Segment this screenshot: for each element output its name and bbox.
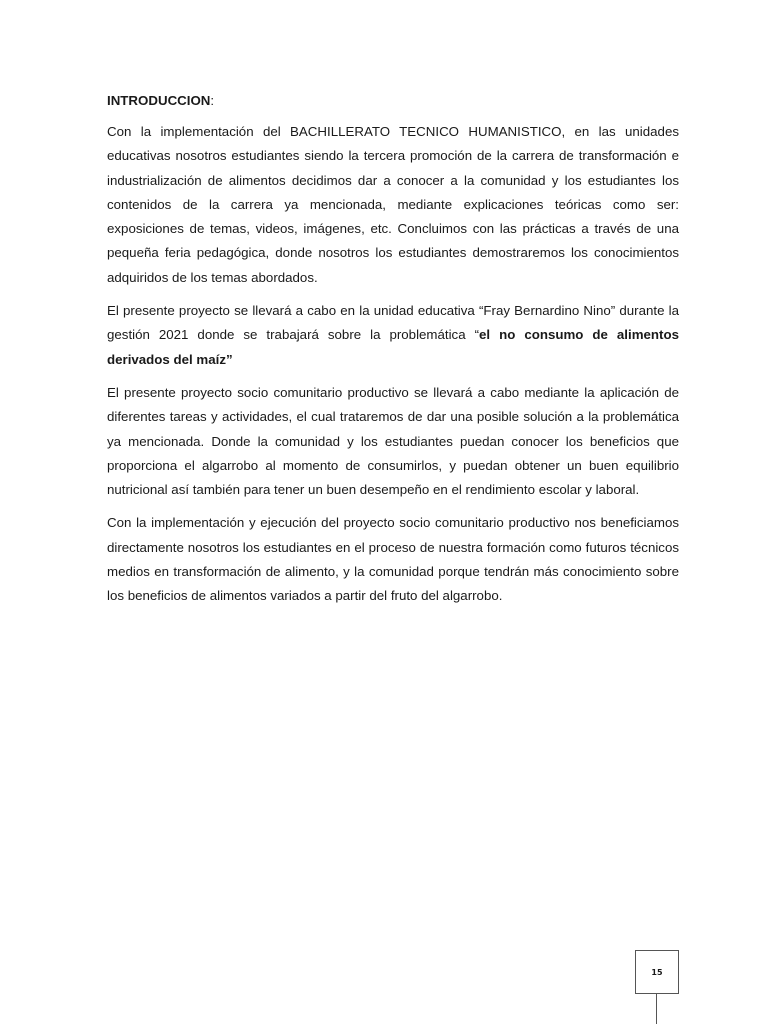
section-heading	[107, 91, 679, 111]
page-number: 15	[635, 950, 679, 994]
heading-text: INTRODUCCION	[107, 93, 211, 108]
paragraph-benefits: Con la implementación y ejecución del proyecto socio comunitario productivo nos beneficiamos directamente nosotros los estudiantes en el proceso de nuestra formación como futuros técnicos medios en transformación de alimento, y la comunidad porque tendrán más conocimiento sobre los beneficios de alimentos variados a partir del fruto del algarrobo.	[107, 515, 679, 604]
document-body	[107, 91, 679, 618]
problem-statement: el no consumo de alimentos derivados del maíz”	[107, 327, 679, 367]
paragraph-project	[107, 299, 679, 372]
paragraph-introduction: Con la implementación del BACHILLERATO TECNICO HUMANISTICO, en las unidades educativas nosotros estudiantes siendo la tercera promoción de la carrera de transformación e industrialización de alimentos decidimos dar a conocer a la comunidad y los estudiantes los contenidos de la carrera ya mencionada, mediante explicaciones teóricas como ser: exposiciones de temas, videos, imágenes, etc. Concluimos con las prácticas a través de una pequeña feria pedagógica, donde nosotros los estudiantes demostraremos los conocimientos adquiridos de los temas abordados.	[107, 124, 679, 285]
paragraph-activities: El presente proyecto socio comunitario productivo se llevará a cabo mediante la aplicación de diferentes tareas y actividades, el cual trataremos de dar una posible solución a la problemática ya mencionada. Donde la comunidad y los estudiantes puedan conocer los beneficios que proporciona el algarrobo al momento de consumirlos, y puedan obtener un buen equilibrio nutricional así también para tener un buen desempeño en el rendimiento escolar y laboral.	[107, 384, 679, 498]
page-number-connector	[656, 994, 657, 1024]
heading-colon: :	[210, 93, 215, 108]
project-text: El presente proyecto se llevará a cabo en la unidad educativa “Fray Bernardino Nino” durante la gestión 2021 donde se trabajará sobre la problemática “	[107, 303, 679, 343]
